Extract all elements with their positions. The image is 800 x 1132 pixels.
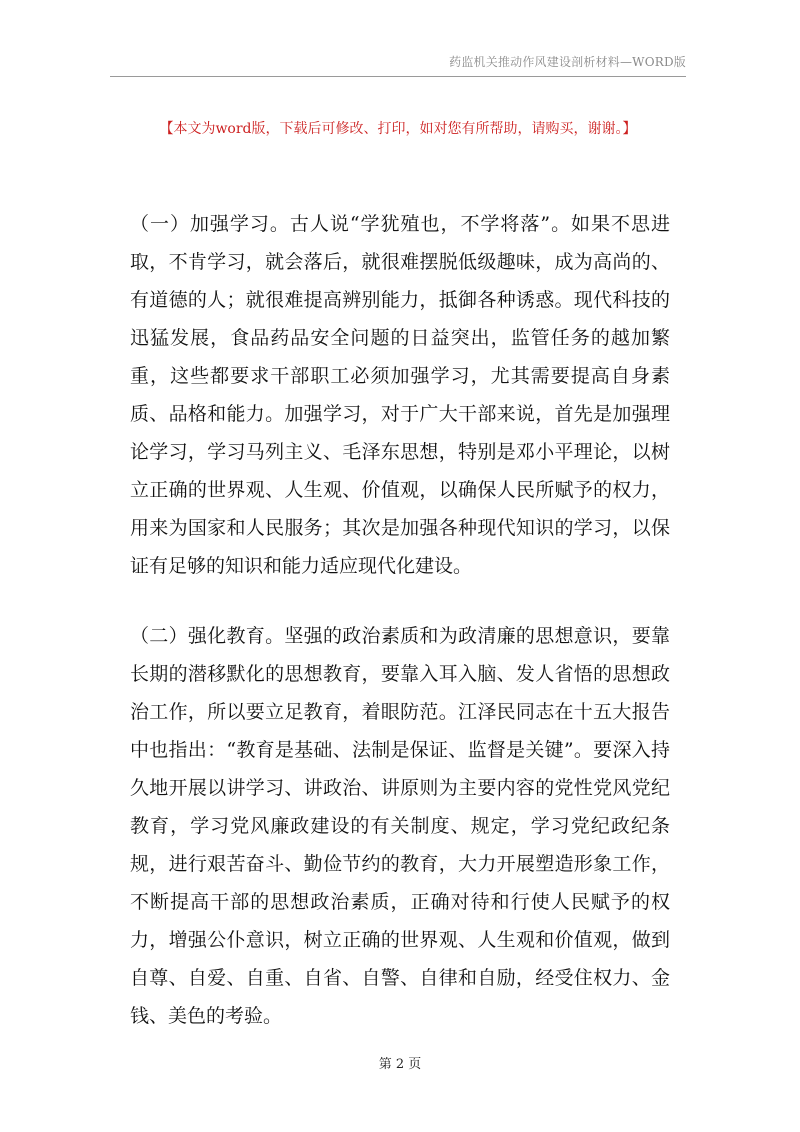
download-notice: 【本文为word版，下载后可修改、打印，如对您有所帮助，请购买，谢谢。】 bbox=[159, 121, 637, 137]
header-divider bbox=[110, 76, 686, 77]
running-header: 药监机关推动作风建设剖析材料—WORD版 bbox=[449, 55, 686, 69]
page-number: 第 2 页 bbox=[378, 1057, 422, 1072]
paragraph-strengthen-education: （二）强化教育。坚强的政治素质和为政清廉的思想意识，要靠长期的潜移默化的思想教育，要靠入耳入脑、发人省悟的思想政治工作，所以要立足教育，着眼防范。江泽民同志在十五大报告中也指出：“教育是基础、法制是保证、监督是关键”。要深入持久地开展以讲学习、讲政治、讲原则为主要内容的党性党风党纪教育，学习党风廉政建设的有关制度、规定，学习党纪政纪条规，进行艰苦奋斗、勤俭节约的教育，大力开展塑造形象工作，不断提高干部的思想政治素质，正确对待和行使人民赋予的权力，增强公仆意识，树立正确的世界观、人生观和价值观，做到自尊、自爱、自重、自省、自警、自律和自励，经受住权力、金钱、美色的考验。 bbox=[130, 625, 670, 1027]
paragraph-strengthen-learning: （一）加强学习。古人说“学犹殖也，不学将落”。如果不思进取，不肯学习，就会落后，就很难摆脱低级趣味，成为高尚的、有道德的人；就很难提高辨别能力，抵御各种诱惑。现代科技的迅猛发展，食品药品安全问题的日益突出，监管任务的越加繁重，这些都要求干部职工必须加强学习，尤其需要提高自身素质、品格和能力。加强学习，对于广大干部来说，首先是加强理论学习，学习马列主义、毛泽东思想，特别是邓小平理论，以树立正确的世界观、人生观、价值观，以确保人民所赋予的权力，用来为国家和人民服务；其次是加强各种现代知识的学习，以保证有足够的知识和能力适应现代化建设。 bbox=[130, 213, 670, 577]
